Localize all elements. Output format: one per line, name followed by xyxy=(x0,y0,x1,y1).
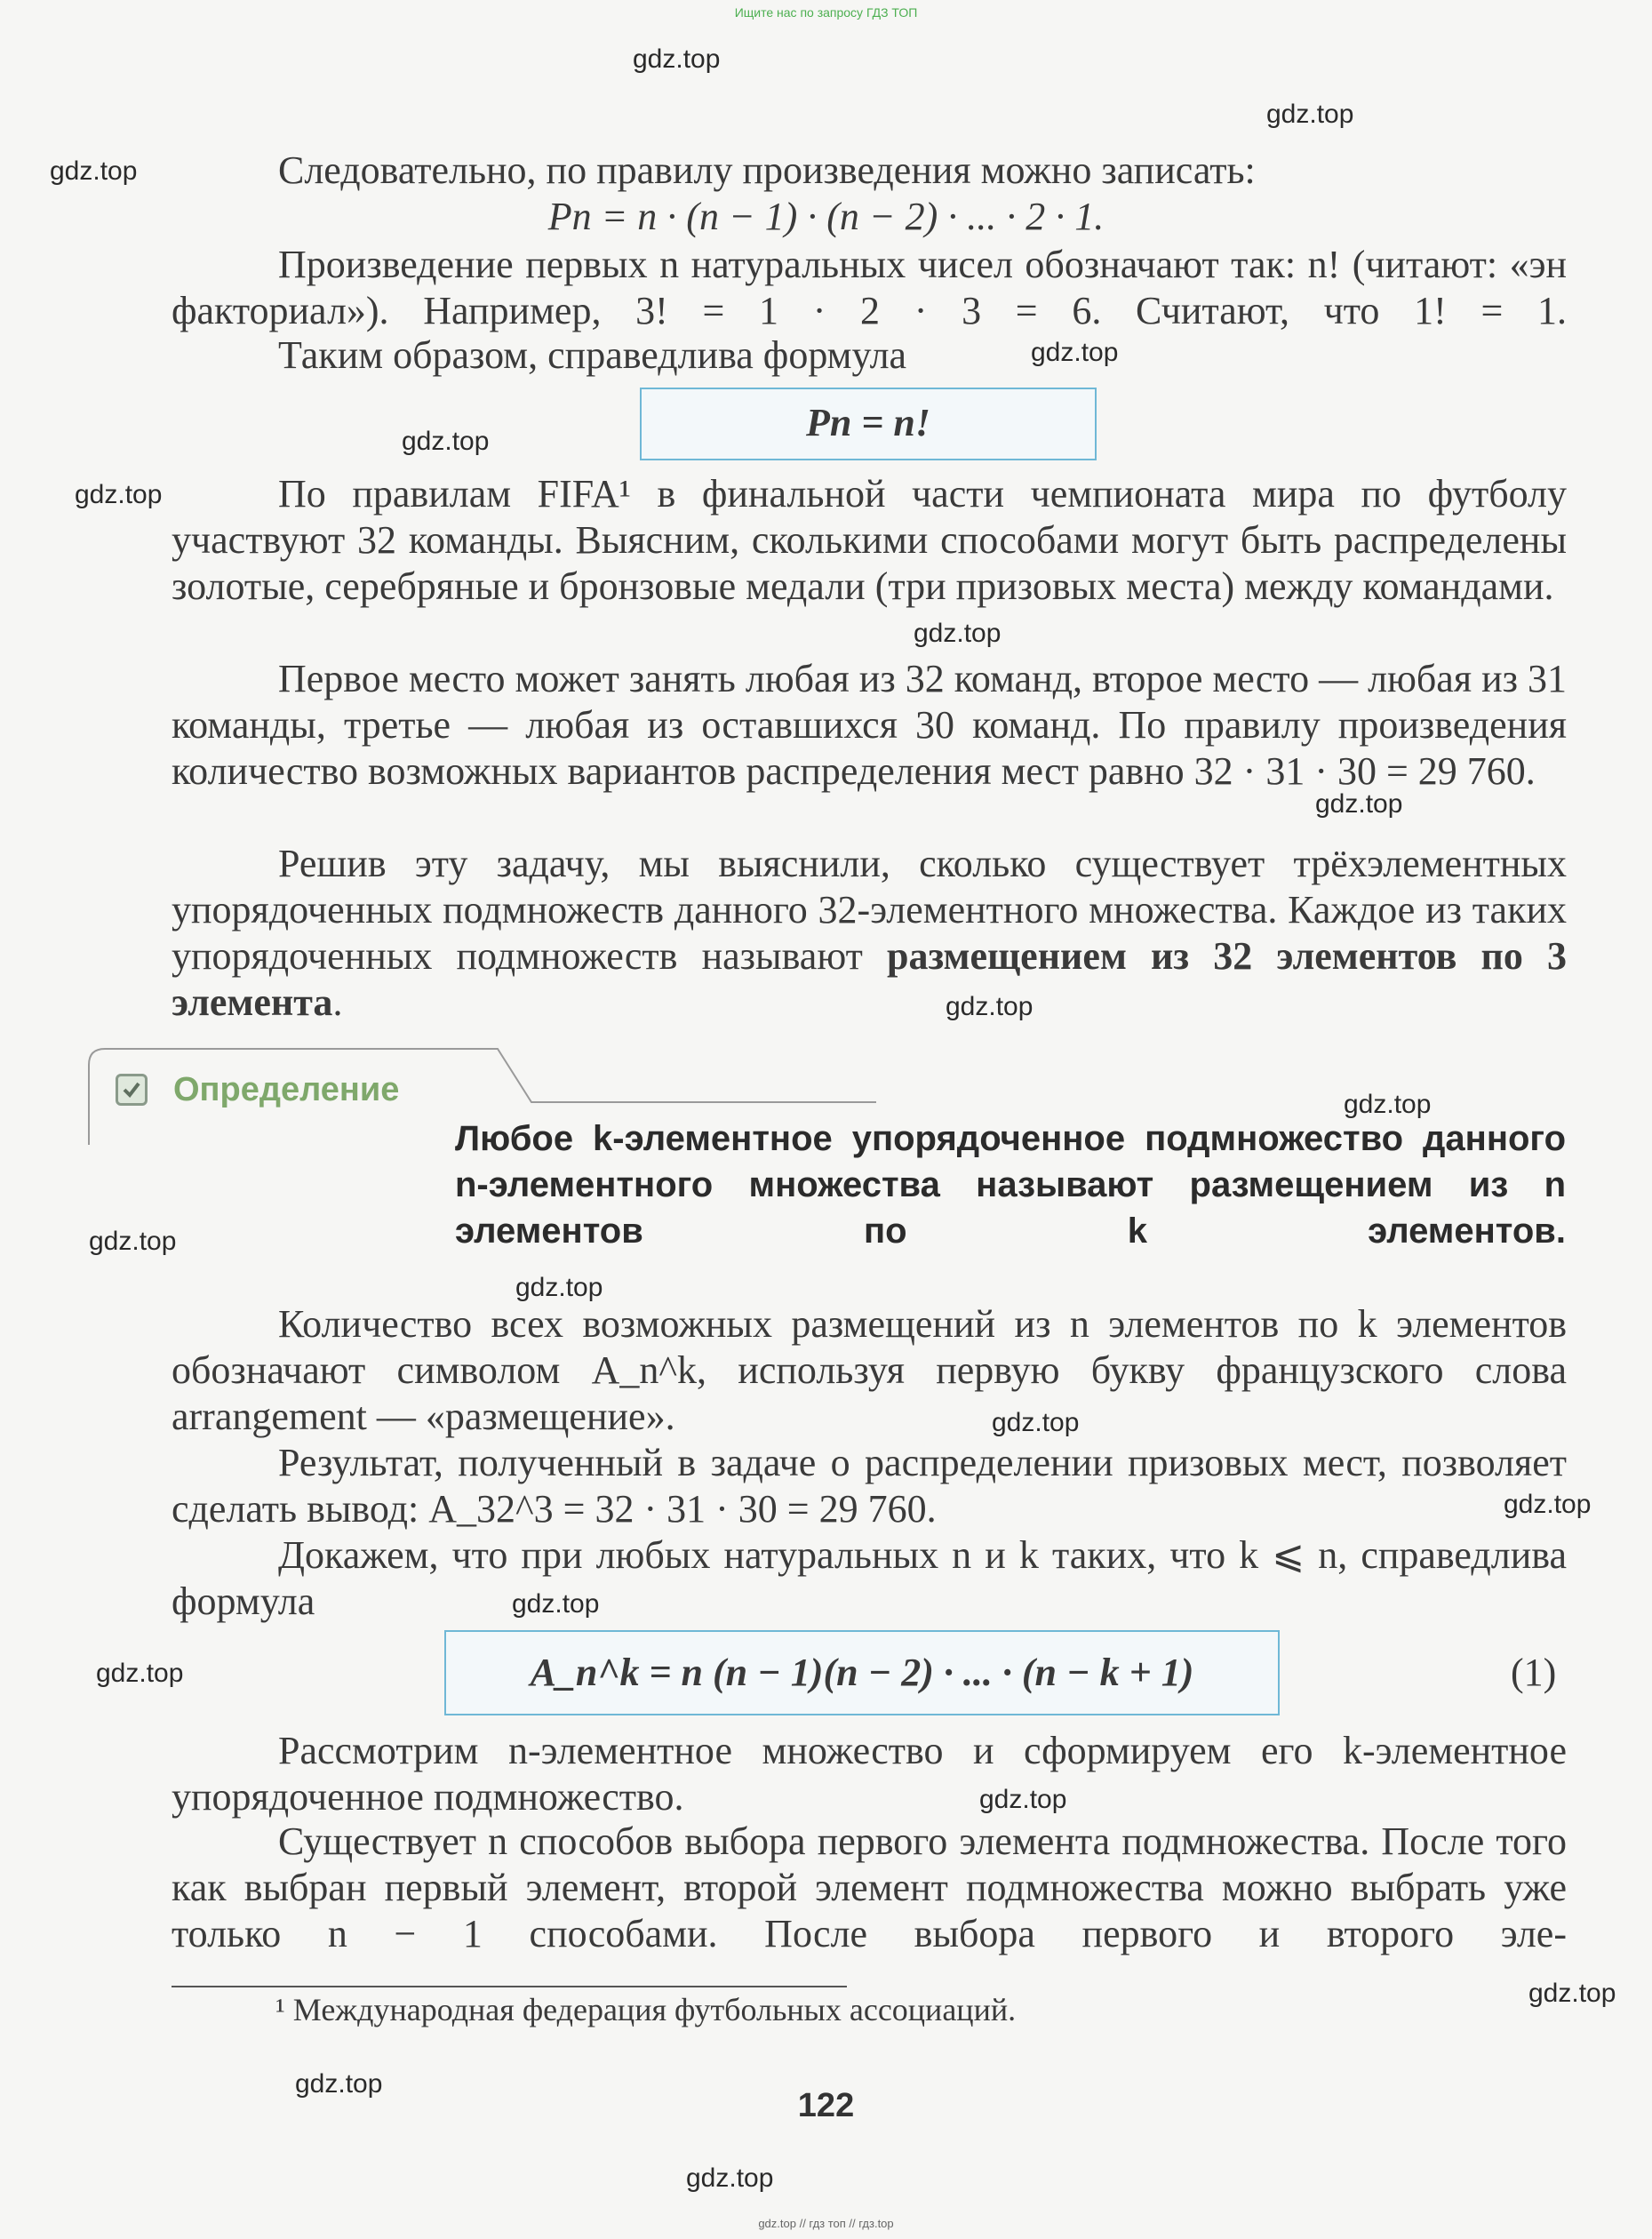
watermark: gdz.top xyxy=(515,1273,603,1302)
page-number: 122 xyxy=(797,2087,855,2124)
watermark: gdz.top xyxy=(992,1408,1080,1437)
formula-box-arrangements xyxy=(444,1630,1280,1715)
footnote-divider xyxy=(172,1986,847,1987)
paragraph-5: Первое место может занять любая из 32 команд, второе место — любая из 31 команды, третье — любая из оставшихся 30 команд. По правилу произведения количество возможных вариантов распределения мест равно 32 · 31 · 30 = 29 760. xyxy=(172,657,1567,793)
formula-permutations-product: Pn = n · (n − 1) · (n − 2) · ... · 2 · 1. xyxy=(547,195,1105,238)
paragraph-9: Докажем, что при любых натуральных n и k таких, что k ⩽ n, справедлива формула xyxy=(172,1533,1567,1623)
watermark: gdz.top xyxy=(633,44,721,74)
paragraph-6-text: Решив эту задачу, мы выяснили, сколько существует трёхэлементных упорядоченных подмножеств данного 32-элементного множества. Каждое из таких упорядоченных подмножеств называют xyxy=(172,842,1567,978)
watermark: gdz.top xyxy=(1031,338,1119,367)
watermark: gdz.top xyxy=(979,1785,1067,1814)
footer-note: gdz.top // гдз топ // гдз.top xyxy=(758,2217,894,2230)
watermark: gdz.top xyxy=(50,156,138,186)
watermark: gdz.top xyxy=(75,480,163,509)
watermark: gdz.top xyxy=(1504,1490,1592,1519)
watermark: gdz.top xyxy=(946,992,1033,1021)
paragraph-1: Следовательно, по правилу произведения можно записать: xyxy=(278,148,1256,192)
formula-box-pn xyxy=(640,388,1097,460)
paragraph-8: Результат, полученный в задаче о распределении призовых мест, позволяет сделать вывод: A_32^3 = 32 · 31 · 30 = 29 760. xyxy=(172,1441,1567,1531)
footnote: ¹ Международная федерация футбольных ассоциаций. xyxy=(275,1992,1017,2027)
watermark: gdz.top xyxy=(1528,1979,1616,2008)
checkmark-icon xyxy=(116,1074,148,1106)
watermark: gdz.top xyxy=(686,2163,774,2193)
definition-title: Определение xyxy=(173,1071,400,1108)
watermark: gdz.top xyxy=(1344,1090,1432,1119)
formula-pn-factorial: Pn = n! xyxy=(805,401,930,444)
formula-number: (1) xyxy=(1511,1651,1557,1694)
paragraph-7: Количество всех возможных размещений из n элементов по k элементов обозначают символом A_n^k, используя первую букву французского слова arrangement — «размещение». xyxy=(172,1302,1567,1438)
paragraph-6-end: . xyxy=(332,980,343,1024)
paragraph-4: По правилам FIFA¹ в финальной части чемпионата мира по футболу участвуют 32 команды. Выясним, сколькими способами могут быть распределены золотые, серебряные и бронзовые медали (три призовых места) между командами. xyxy=(172,472,1567,608)
watermark: gdz.top xyxy=(512,1589,600,1619)
watermark: gdz.top xyxy=(1266,100,1354,129)
formula-arrangements: A_n^k = n (n − 1)(n − 2) · ... · (n − k + 1) xyxy=(530,1651,1194,1694)
paragraph-2: Произведение первых n натуральных чисел обозначают так: n! (читают: «эн факториал»). Например, 3! = 1 · 2 · 3 = 6. Считают, что 1! = 1. xyxy=(172,243,1567,332)
watermark: gdz.top xyxy=(96,1659,184,1688)
paragraph-10: Рассмотрим n-элементное множество и сформируем его k-элементное упорядоченное подмножество. xyxy=(172,1729,1567,1819)
watermark: gdz.top xyxy=(295,2069,383,2099)
paragraph-11: Существует n способов выбора первого элемента подмножества. После того как выбран первый элемент, второй элемент подмножества можно выбрать уже только n − 1 способами. После выбора первого и второго эле- xyxy=(172,1819,1567,1955)
watermark: gdz.top xyxy=(914,619,1002,648)
watermark: gdz.top xyxy=(1315,789,1403,819)
watermark: gdz.top xyxy=(89,1227,177,1256)
watermark: gdz.top xyxy=(402,427,490,456)
paragraph-6-term: размещением из 32 элементов по 3 элемента xyxy=(172,934,1567,1024)
header-note: Ищите нас по запросу ГДЗ ТОП xyxy=(734,5,918,20)
paragraph-6 xyxy=(172,841,1567,1026)
paragraph-3: Таким образом, справедлива формула xyxy=(278,333,907,377)
definition-text: Любое k-элементное упорядоченное подмножество данного n-элементного множества называют размещением из n элементов по k элементов. xyxy=(455,1119,1566,1251)
